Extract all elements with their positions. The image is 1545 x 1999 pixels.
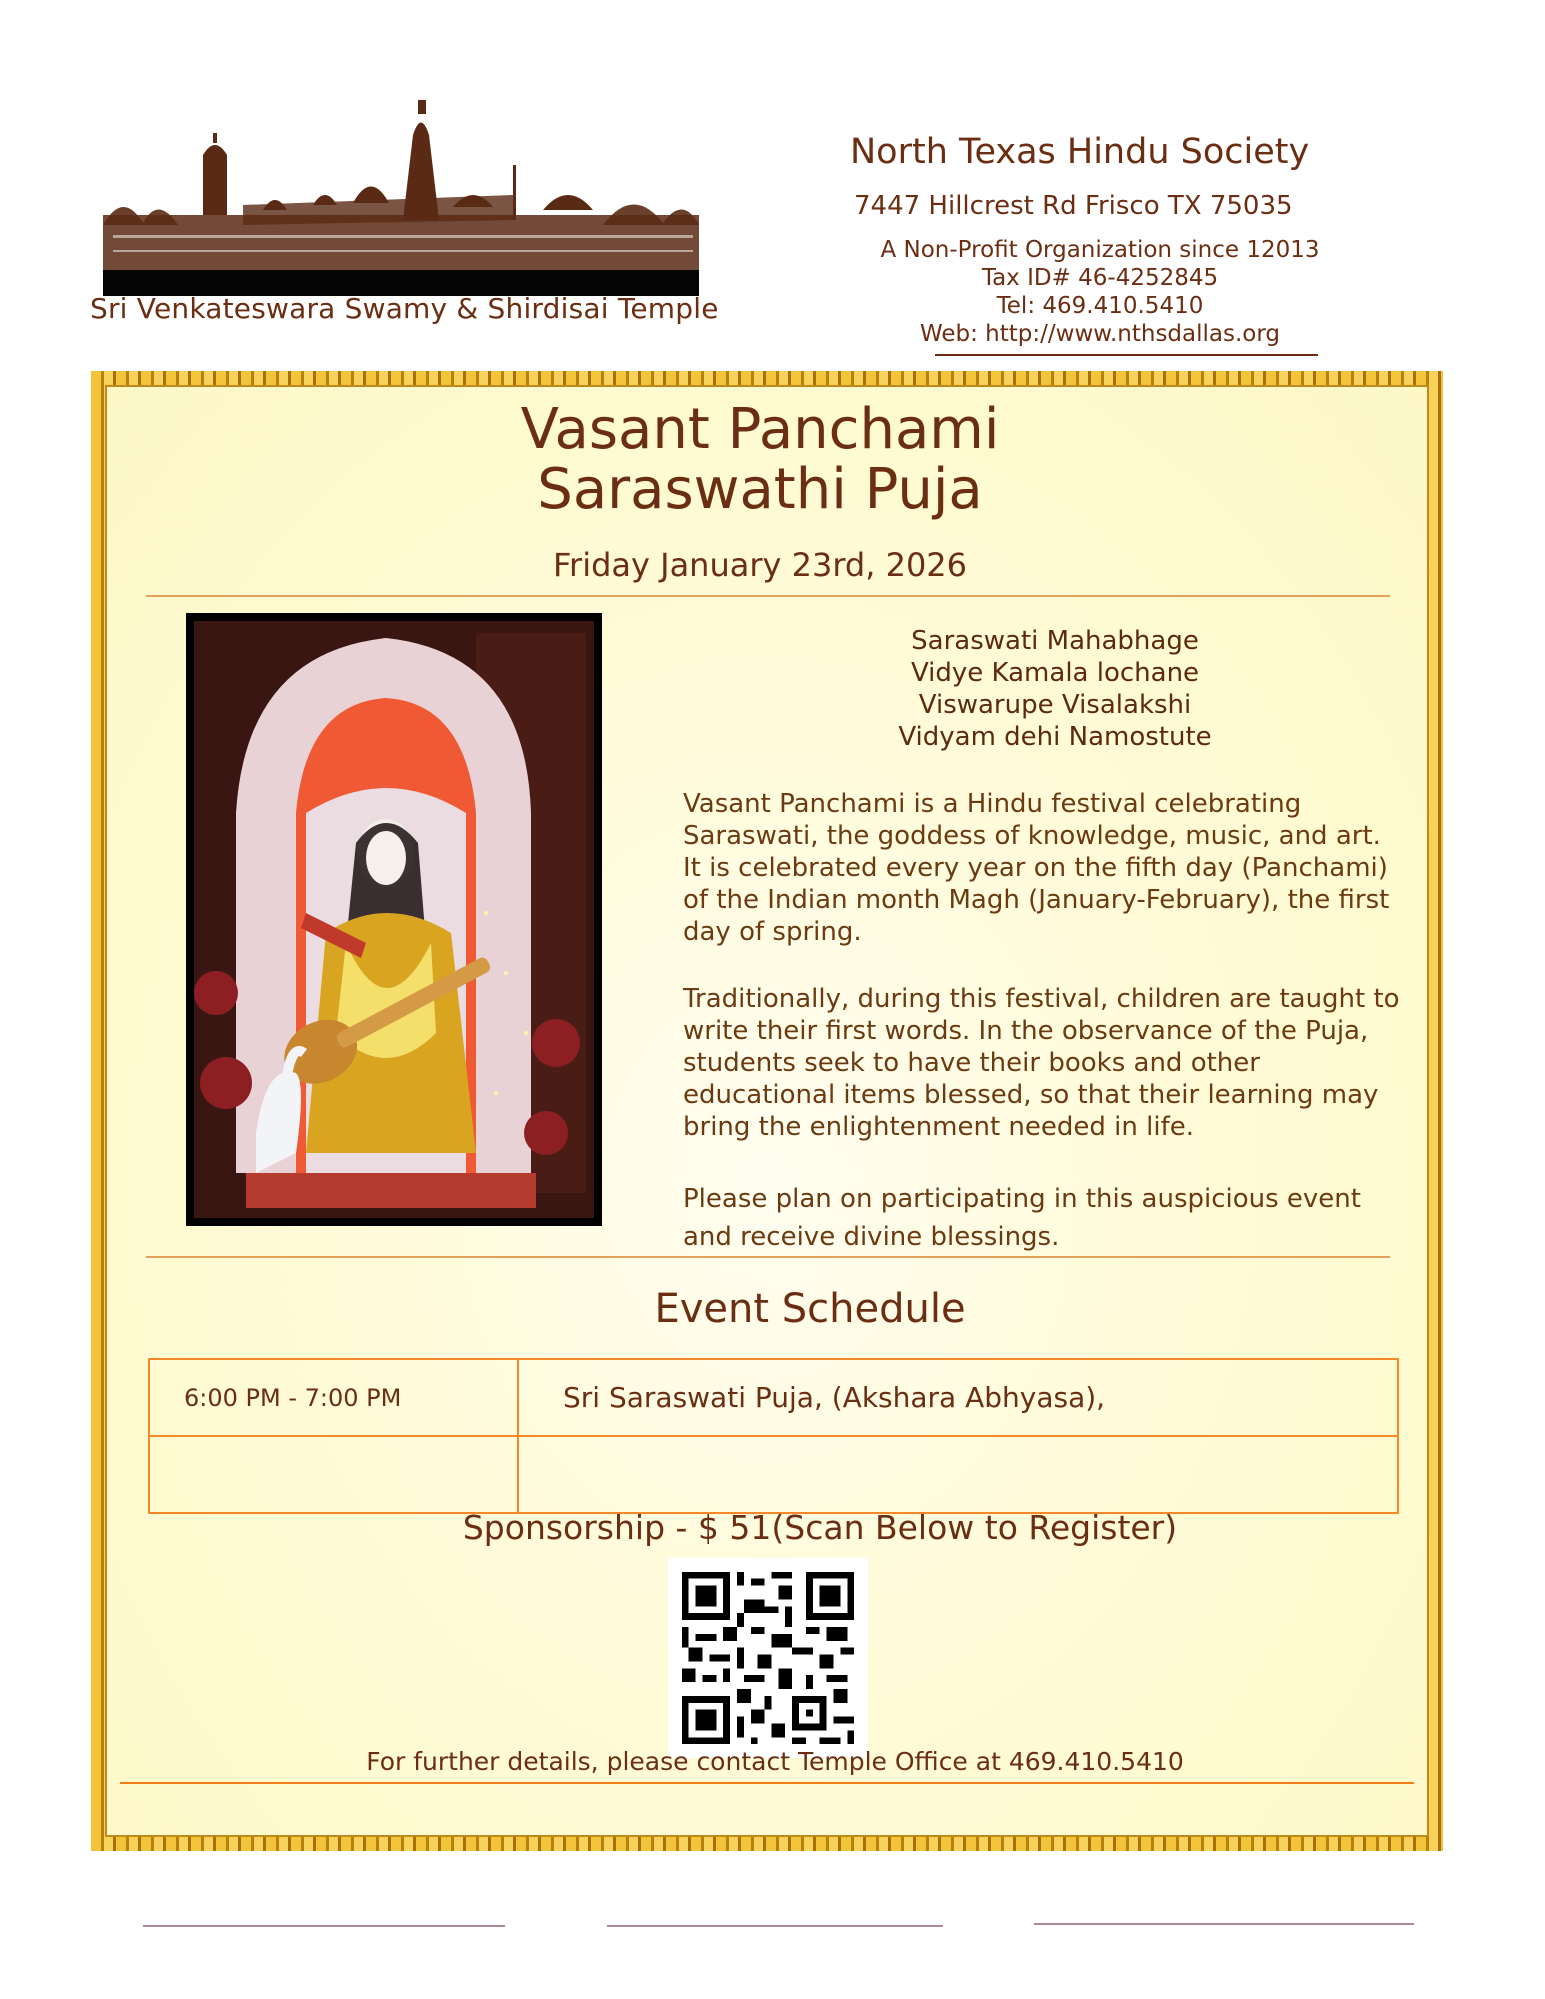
schedule-title: Event Schedule bbox=[654, 1286, 966, 1332]
description-paragraph: Traditionally, during this festival, children are taught to write their first words. In the observance of the Puja, students seek to have their books and other educational items blessed, so that their learning may bring the enlightenment needed in life. bbox=[683, 984, 1400, 1142]
signature-line bbox=[1034, 1923, 1414, 1925]
mantra-line: Viswarupe Visalakshi bbox=[918, 690, 1192, 720]
mantra-line: Vidyam dehi Namostute bbox=[898, 722, 1212, 752]
schedule-time bbox=[149, 1436, 518, 1513]
divider bbox=[146, 1256, 1390, 1258]
temple-logo-icon bbox=[103, 95, 699, 297]
temple-name: Sri Venkateswara Swamy & Shirdisai Temple bbox=[90, 292, 719, 325]
footer-divider bbox=[120, 1782, 1414, 1784]
mantra-line: Vidye Kamala lochane bbox=[910, 658, 1200, 688]
invitation-paragraph: Please plan on participating in this auspicious event and receive divine blessings. bbox=[683, 1184, 1361, 1252]
saraswati-photo bbox=[186, 613, 602, 1226]
description-paragraph: Vasant Panchami is a Hindu festival celebrating Saraswati, the goddess of knowledge, music, and art. It is celebrated every year on the fifth day (Panchami) of the Indian month Magh (January-February), the first day of spring. bbox=[683, 789, 1390, 947]
signature-line bbox=[143, 1925, 505, 1927]
nonprofit-text: A Non-Profit Organization since 12013 bbox=[880, 237, 1320, 263]
divider bbox=[146, 595, 1390, 597]
org-address: 7447 Hillcrest Rd Frisco TX 75035 bbox=[854, 191, 1293, 221]
mantra-line: Saraswati Mahabhage bbox=[911, 626, 1199, 656]
table-row bbox=[149, 1436, 1398, 1513]
event-date: Friday January 23rd, 2026 bbox=[552, 546, 968, 584]
qr-code-icon[interactable] bbox=[668, 1558, 868, 1758]
website-link[interactable]: Web: http://www.nthsdallas.org bbox=[919, 321, 1281, 347]
event-title-line1: Vasant Panchami bbox=[520, 397, 1000, 462]
tax-id: Tax ID# 46-4252845 bbox=[981, 265, 1219, 291]
schedule-time: 6:00 PM - 7:00 PM bbox=[149, 1359, 518, 1436]
website-underline bbox=[935, 354, 1318, 356]
org-info bbox=[860, 236, 1340, 348]
schedule-description: Sri Saraswati Puja, (Akshara Abhyasa), bbox=[518, 1359, 1398, 1436]
contact-text: For further details, please contact Temple Office at 469.410.5410 bbox=[366, 1747, 1184, 1776]
telephone: Tel: 469.410.5410 bbox=[996, 293, 1204, 319]
schedule-description bbox=[518, 1436, 1398, 1513]
schedule-table bbox=[148, 1358, 1399, 1514]
table-row bbox=[149, 1359, 1398, 1436]
sponsorship-text: Sponsorship - $ 51(Scan Below to Register) bbox=[462, 1508, 1178, 1547]
event-title-line2: Saraswathi Puja bbox=[537, 457, 983, 522]
event-title bbox=[380, 397, 1140, 522]
signature-line bbox=[607, 1925, 943, 1927]
saraswati-mantra bbox=[820, 625, 1290, 753]
org-name: North Texas Hindu Society bbox=[850, 132, 1310, 172]
